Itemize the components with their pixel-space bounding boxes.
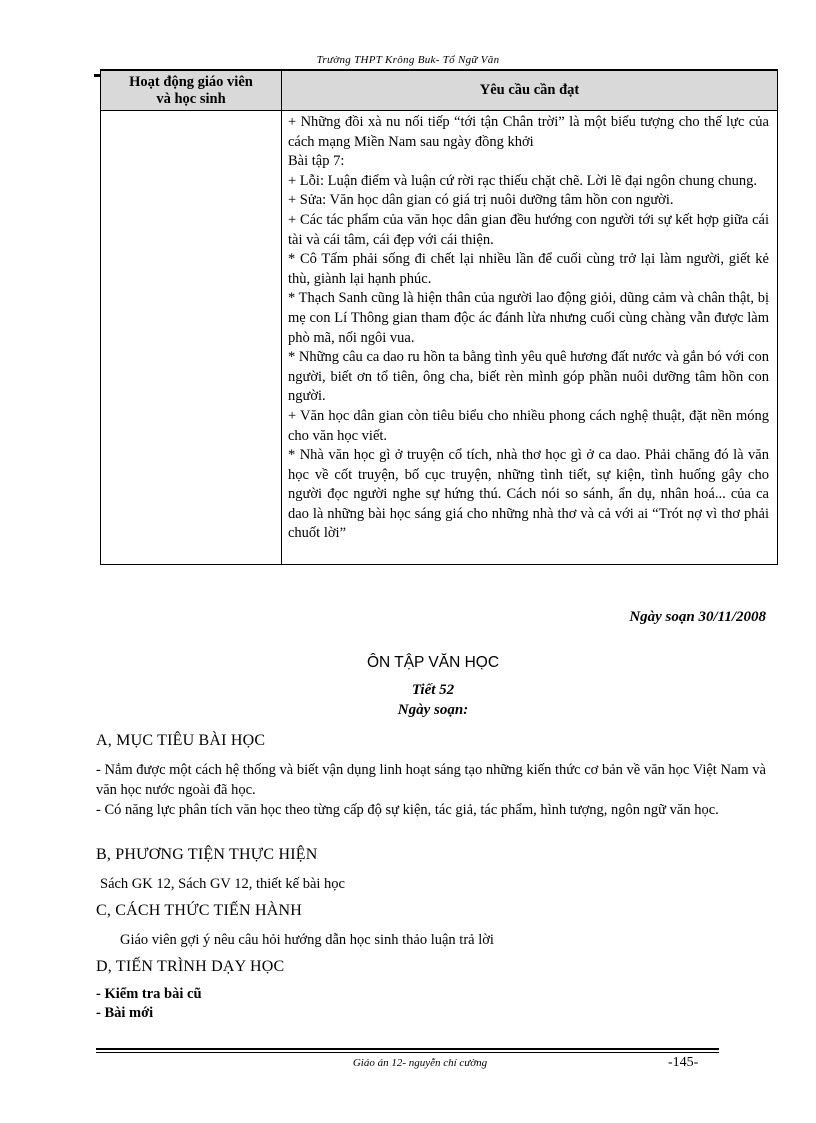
d-item-review: - Kiểm tra bài cũ xyxy=(96,986,202,1002)
activities-cell xyxy=(101,111,282,565)
answer-line: * Những câu ca dao ru hồn ta bằng tình yêu quê hương đất nước và gắn bó với con người, biết ơn tổ tiên, ông cha, biết rèn mình góp phần nuôi dưỡng tâm hồn con người. xyxy=(288,349,769,405)
page-number: -145- xyxy=(668,1055,699,1070)
requirements-cell xyxy=(282,111,778,565)
prepared-date-label: Ngày soạn: xyxy=(397,702,469,718)
footer-author: Giáo án 12- nguyễn chí cường xyxy=(352,1057,488,1069)
section-d-title: D, TIẾN TRÌNH DẠY HỌC xyxy=(96,958,285,975)
section-a-title: A, MỤC TIÊU BÀI HỌC xyxy=(96,732,266,749)
answer-line: + Các tác phẩm của văn học dân gian đều hướng con người tới sự kết hợp giữa cái tài và cái tâm, cái đẹp với cái thiện. xyxy=(288,211,769,248)
header-activities: Hoạt động giáo viên và học sinh xyxy=(101,70,282,111)
answer-line: + Những đồi xà nu nối tiếp “tới tận Chân trời” là một biểu tượng cho thế lực của cách mạng Miền Nam sau ngày đồng khởi xyxy=(288,114,769,150)
answer-line: + Lỗi: Luận điểm và luận cứ rời rạc thiếu chặt chẽ. Lời lẽ đại ngôn chung chung. xyxy=(288,172,758,189)
answer-line: * Thạch Sanh cũng là hiện thân của người lao động giỏi, dũng cảm và chân thật, bị mẹ con Lí Thông gian tham độc ác đánh lừa nhưng cuối cùng chàng vẫn được làm phò mã, nối ngôi vua. xyxy=(288,290,769,346)
answer-line: + Văn học dân gian còn tiêu biểu cho nhiều phong cách nghệ thuật, đặt nền móng cho văn học viết. xyxy=(288,407,769,444)
answer-line: + Sửa: Văn học dân gian có giá trị nuôi dưỡng tâm hồn con người. xyxy=(288,192,674,209)
section-b-title: B, PHƯƠNG TIỆN THỰC HIỆN xyxy=(96,846,318,863)
answer-line: Bài tập 7: xyxy=(288,153,345,170)
lesson-table xyxy=(100,69,778,565)
lesson-title: ÔN TẬP VĂN HỌC xyxy=(366,654,500,671)
section-c-body: Giáo viên gợi ý nêu câu hỏi hướng dẫn học sinh thảo luận trả lời xyxy=(120,932,494,948)
header-requirements: Yêu cầu cần đạt xyxy=(282,70,778,111)
lesson-period: Tiết 52 xyxy=(411,682,455,698)
section-b-body: Sách GK 12, Sách GV 12, thiết kế bài học xyxy=(100,876,345,892)
section-c-title: C, CÁCH THỨC TIẾN HÀNH xyxy=(96,902,303,919)
section-a-body xyxy=(96,760,766,820)
answer-line: * Nhà văn học gì ở truyện cổ tích, nhà thơ học gì ở ca dao. Phải chăng đó là văn học về cốt truyện, bố cục truyện, những tình tiết, sự kiện, tình huống gây cho người đọc người nghe sự hứng thú. Cách nói so sánh, ẩn dụ, nhân hoá... của ca dao là những bài học sáng giá cho những nhà thơ và cả với ai “Trót nợ vì thơ phải chuốt lời” xyxy=(288,447,769,542)
footer-rule xyxy=(96,1048,719,1050)
d-item-new-lesson: - Bài mới xyxy=(96,1005,154,1021)
objective-line: - Nắm được một cách hệ thống và biết vận dụng linh hoạt sáng tạo những kiến thức cơ bản về văn học Việt Nam và văn học nước ngoài đã học. xyxy=(96,762,766,798)
answer-line: * Cô Tấm phải sống đi chết lại nhiều lần để cuối cùng trở lại làm người, giết kẻ thù, giành lại hạnh phúc. xyxy=(288,251,769,287)
footer-rule-thin xyxy=(96,1052,719,1053)
page-header: Trường THPT Krông Buk- Tổ Ngữ Văn xyxy=(316,54,500,66)
date-prepared: Ngày soạn 30/11/2008 xyxy=(629,609,766,625)
objective-line: - Có năng lực phân tích văn học theo từng cấp độ sự kiện, tác giả, tác phẩm, hình tượng, ngôn ngữ văn học. xyxy=(96,802,719,818)
